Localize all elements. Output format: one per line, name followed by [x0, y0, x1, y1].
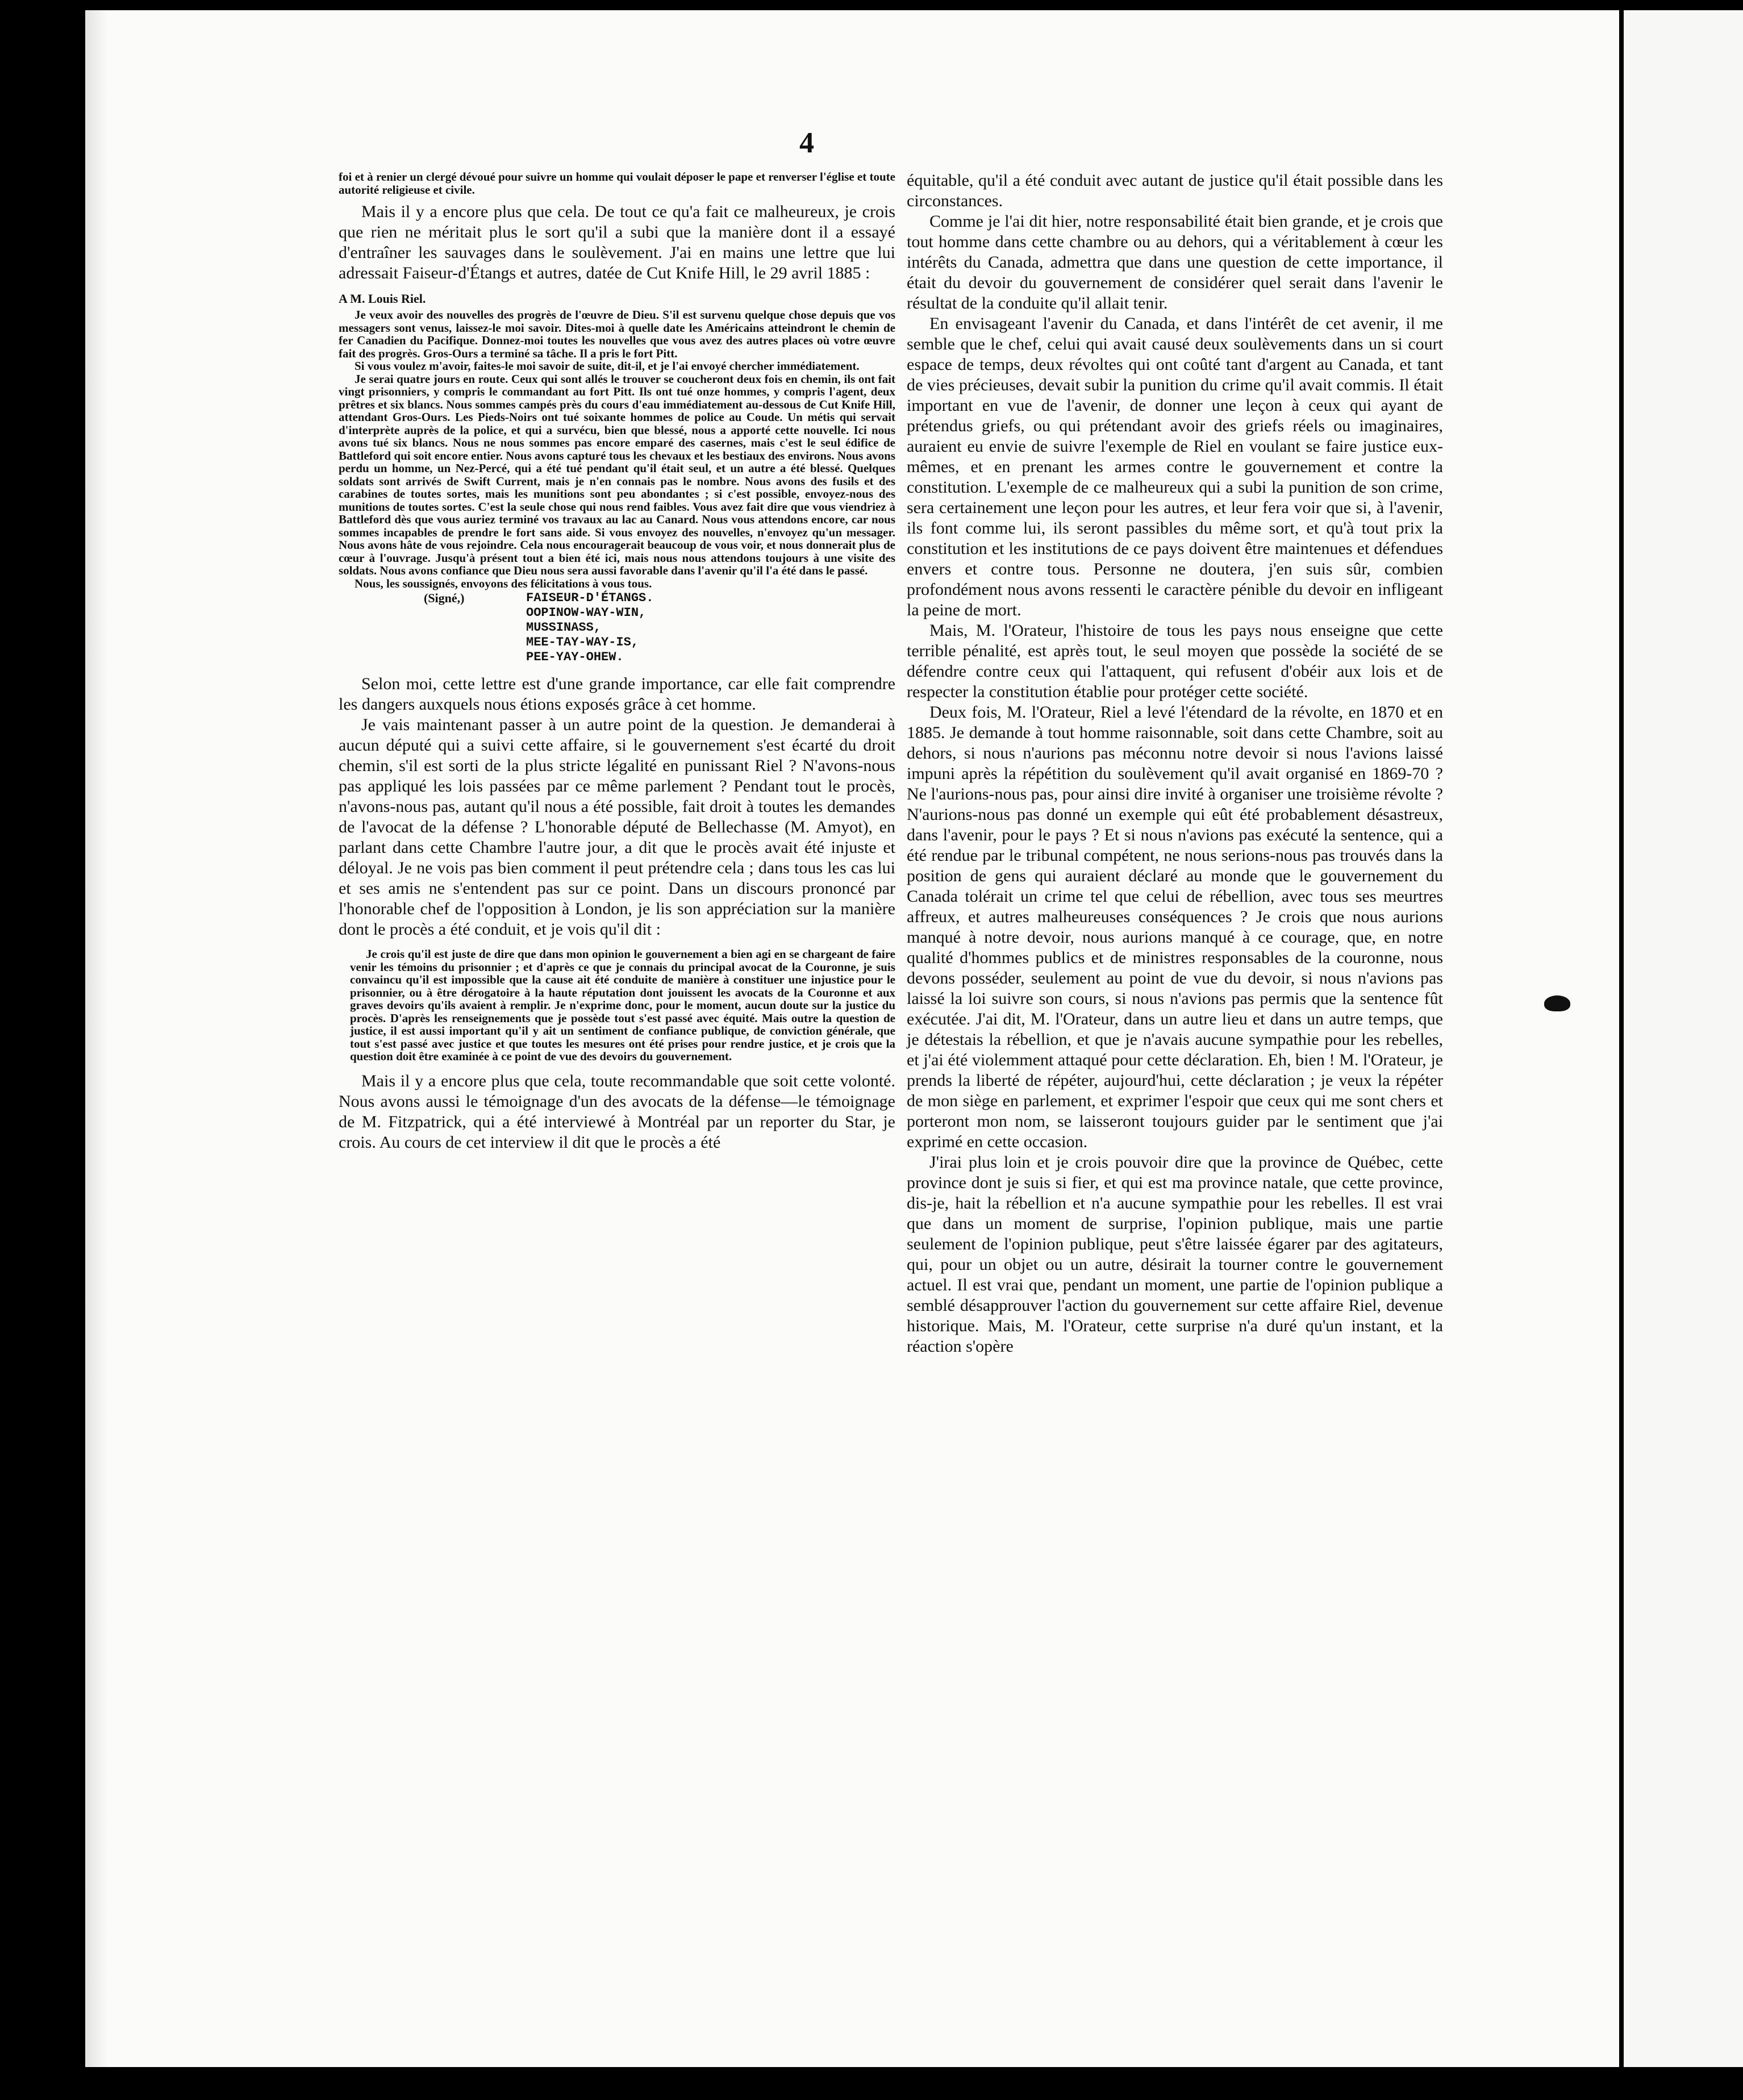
letter-addressee: A M. Louis Riel.: [339, 291, 426, 306]
left-column: [339, 170, 895, 1153]
right-column: [907, 170, 1443, 1357]
signatory-list: [526, 591, 653, 665]
binding-shadow: [85, 10, 108, 2067]
paragraph: Selon moi, cette lettre est d'une grande importance, car elle fait comprendre les dangers auxquels nous étions exposés grâce à cet homme.: [339, 674, 895, 714]
signatory: FAISEUR-D'ÉTANGS.: [526, 591, 654, 605]
letter-paragraph: Je serai quatre jours en route. Ceux qui sont allés le trouver se coucheront deux fois en chemin, ils ont fait vingt prisonniers, y compris le commandant au fort Pitt. Ils ont tué onze hommes, y compris l'agent, deux prêtres et six blancs. Nous sommes campés près du cours d'eau immédiatement au-dessous de Cut Knife Hill, attendant Gros-Ours. Les Pieds-Noirs ont tué soixante hommes de police au Coude. Un métis qui servait d'interprète auprès de la police, et qui a survécu, bien que blessé, nous a apporté cette nouvelle. Ici nous avons tué six blancs. Nous ne nous sommes pas encore emparé des casernes, mais c'est le seul édifice de Battleford qui soit encore entier. Nous avons capturé tous les chevaux et les bestiaux des environs. Nous avons perdu un homme, un Nez-Percé, qui a été tué pendant qu'il était seul, et un autre a été blessé. Quelques soldats sont arrivés de Swift Current, mais je n'en connais pas le nombre. Nous avons des fusils et des carabines de toutes sortes, mais les munitions sont peu abondantes ; si c'est possible, envoyez-nous des munitions de toutes sortes. C'est la seule chose qui nous rend faibles. Vous avez fait dire que vous viendriez à Battleford dès que vous auriez terminé vos travaux au lac au Canard. Nous vous attendons encore, car nous sommes incapables de prendre le fort sans aide. Si vous envoyez des nouvelles, n'envoyez qu'un messager. Nous avons hâte de vous rejoindre. Cela nous encouragerait beaucoup de vous voir, et nous donnerait plus de cœur à l'ouvrage. Jusqu'à présent tout a bien été ici, mais nous nous attendons toujours à une visite des soldats. Nous avons confiance que Dieu nous sera aussi favorable dans l'avenir qu'il l'a été dans le passé.: [339, 372, 895, 577]
scan-border: [0, 2067, 1743, 2100]
paragraph: Deux fois, M. l'Orateur, Riel a levé l'étendard de la révolte, en 1870 et en 1885. Je demande à tout homme raisonnable, soit dans cette Chambre, soit au dehors, si nous n'aurions pas méconnu notre devoir si nous l'avions laissé impuni après la répétition du soulèvement qu'il avait organisé en 1869-70 ? Ne l'aurions-nous pas, pour ainsi dire invité à organiser une troisième révolte ? N'aurions-nous pas donné un exemple qui eût été probablement désastreux, dans l'avenir, pour le pays ? Et si nous n'avions pas exécuté la sentence, qui a été rendue par le tribunal compétent, ne nous serions-nous pas trouvés dans la position de gens qui auraient déclaré au monde que le gouvernement du Canada tolérait un crime tel que celui de rébellion, avec tous ses meurtres affreux, et autres malheureuses conséquences ? Je crois que nous aurions manqué à notre devoir, nous aurions manqué à ce courage, que, en notre qualité d'hommes publics et de ministres responsables de la couronne, nous devons posséder, seulement au point de vue du devoir, si nous n'avions pas laissé la loi suivre son cours, si nous n'avions pas permis que la sentence fût exécutée. J'ai dit, M. l'Orateur, dans un autre lieu et dans un autre temps, que je détestais la rébellion, et que je n'avais aucune sympathie pour les rebelles, et j'ai été violemment attaqué pour cette déclaration. Eh, bien ! M. l'Orateur, je prends la liberté de répéter, aujourd'hui, cette déclaration ; je veux la répéter de mon siège en parlement, et exprimer l'espoir que ceux qui me sont chers et porteront mon nom, se laisseront toujours guider par le sentiment que j'ai exprimé en cette occasion.: [907, 703, 1443, 1151]
paragraph: Je vais maintenant passer à un autre point de la question. Je demanderai à aucun député qui a suivi cette affaire, si le gouvernement s'est écarté du droit chemin, s'il est sorti de la plus stricte légalité en punissant Riel ? N'avons-nous pas appliqué les lois passées par ce même parlement ? Pendant tout le procès, n'avons-nous pas, autant qu'il nous a été possible, fait droit à toutes les demandes de l'avocat de la défense ? L'honorable député de Bellechasse (M. Amyot), en parlant dans cette Chambre l'autre jour, a dit que le procès avait été injuste et déloyal. Je ne vois pas bien comment il peut prétendre cela ; dans tous les cas lui et ses amis ne s'entendent pas sur ce point. Dans un discours prononcé par l'honorable chef de l'opposition à London, je lis son appréciation sur la manière dont le procès a été conduit, et je vois qu'il dit :: [339, 715, 895, 939]
signatory: OOPINOW-WAY-WIN,: [526, 606, 647, 620]
opening-text: foi et à renier un clergé dévoué pour suivre un homme qui voulait déposer le pape et renverser l'église et toute autorité religieuse et civile.: [339, 170, 895, 197]
block-quote: Je crois qu'il est juste de dire que dans mon opinion le gouvernement a bien agi en se chargeant de faire venir les témoins du prisonnier ; et d'après ce que je connais du principal avocat de la Couronne, je suis convaincu qu'il est impossible que la cause ait été conduite de manière à constituer une injustice pour le prisonnier, ou à être dérogatoire à la haute réputation dont jouissent les avocats de la Couronne et aux graves devoirs qu'ils avaient à remplir. Je n'exprime donc, pour le moment, aucun doute sur la justice du procès. D'après les renseignements que je possède tout s'est passé avec équité. Mais outre la question de justice, il est aussi important qu'il y ait un sentiment de confiance publique, de conviction générale, que tout s'est passé avec justice et que toutes les mesures ont été prises pour rendre justice, et je crois que la question doit être examinée à ce point de vue des devoirs du gouvernement.: [350, 947, 895, 1063]
adjacent-page-edge: [1624, 10, 1743, 2067]
quoted-letter: [339, 291, 895, 665]
letter-paragraph: Je veux avoir des nouvelles des progrès de l'œuvre de Dieu. S'il est survenu quelque chose depuis que vos messagers sont venus, laissez-le moi savoir. Dites-moi à quelle date les Américains atteindront le chemin de fer Canadien du Pacifique. Donnez-moi toutes les nouvelles que vous avez des autres places où votre œuvre fait des progrès. Gros-Ours a terminé sa tâche. Il a pris le fort Pitt.: [339, 308, 895, 360]
paragraph: Mais il y a encore plus que cela. De tout ce qu'a fait ce malheureux, je crois que rien ne méritait plus le sort qu'il a subi que la manière dont il a essayé d'entraîner les sauvages dans le soulèvement. J'ai en mains une lettre que lui adressait Faiseur-d'Étangs et autres, datée de Cut Knife Hill, le 29 avril 1885 :: [339, 202, 895, 282]
paragraph: Mais il y a encore plus que cela, toute recommandable que soit cette volonté. Nous avons aussi le témoignage d'un des avocats de la défense—le témoignage de M. Fitzpatrick, qui a été interviewé à Montréal par un reporter du Star, je crois. Au cours de cet interview il dit que le procès a été: [339, 1071, 895, 1152]
letter-paragraph: Nous, les soussignés, envoyons des félicitations à vous tous.: [355, 576, 652, 590]
page-number: 4: [799, 127, 814, 159]
letter-paragraph: Si vous voulez m'avoir, faites-le moi savoir de suite, dit-il, et je l'ai envoyé chercher immédiatement.: [355, 359, 860, 373]
paragraph: J'irai plus loin et je crois pouvoir dire que la province de Québec, cette province dont je suis si fier, et qui est ma province natale, que cette province, dis-je, hait la rébellion et n'a aucune sympathie pour les rebelles. Il est vrai que dans un moment de surprise, l'opinion publique, mais une partie seulement de l'opinion publique, peut s'être laissée égarer par des agitateurs, qui, pour un objet ou un autre, désirait la tourner contre le gouvernement actuel. Il est vrai que, pendant un moment, une partie de l'opinion publique a semblé désapprouver l'action du gouvernement sur cette affaire Riel, devenue historique. Mais, M. l'Orateur, cette surprise n'a duré qu'un instant, et la réaction s'opère: [907, 1153, 1443, 1356]
ink-blot: [1544, 995, 1570, 1011]
letter-signatures: [339, 591, 895, 665]
paragraph: équitable, qu'il a été conduit avec autant de justice qu'il était possible dans les circonstances.: [907, 171, 1443, 210]
signatory: MUSSINASS,: [526, 620, 602, 635]
paragraph: Comme je l'ai dit hier, notre responsabilité était bien grande, et je crois que tout homme dans cette chambre ou au dehors, qui a véritablement à cœur les intérêts du Canada, admettra que dans une question de cette importance, il était du devoir du gouvernement de considérer quel serait dans l'avenir le résultat de la conduite qu'il allait tenir.: [907, 212, 1443, 312]
paragraph: En envisageant l'avenir du Canada, et dans l'intérêt de cet avenir, il me semble que le chef, celui qui avait causé deux soulèvements dans un si court espace de temps, deux révoltes qui ont coûté tant d'argent au Canada, et tant de vies précieuses, devait subir la punition du crime qu'il avait commis. Il était important en vue de l'avenir, de donner une leçon à ceux qui ayant de prétendus griefs, ou qui prétendant avoir des griefs réels ou imaginaires, auraient eu envie de suivre l'exemple de Riel en voulant se faire justice eux-mêmes, et en prenant les armes contre le gouvernement et contre la constitution. L'exemple de ce malheureux qui a subi la punition de son crime, sera certainement une leçon pour les autres, et leur fera voir que si, à l'avenir, ils font comme lui, ils seront passibles du même sort, et qu'à tout prix la constitution et les institutions de ce pays doivent être maintenues et défendues envers et contre tous. Personne ne doutera, j'en suis sûr, combien profondément nous avons ressenti le caractère pénible du devoir en infligeant la peine de mort.: [907, 314, 1443, 619]
signed-label: (Signé,): [424, 591, 465, 605]
signatory: MEE-TAY-WAY-IS,: [526, 635, 639, 649]
paragraph: Mais, M. l'Orateur, l'histoire de tous les pays nous enseigne que cette terrible pénalité, est après tout, le seul moyen que possède la société de se défendre contre ceux qui l'attaquent, qui refusent d'obéir aux lois et de respecter la constitution établie pour protéger cette société.: [907, 621, 1443, 701]
signatory: PEE-YAY-OHEW.: [526, 650, 624, 664]
